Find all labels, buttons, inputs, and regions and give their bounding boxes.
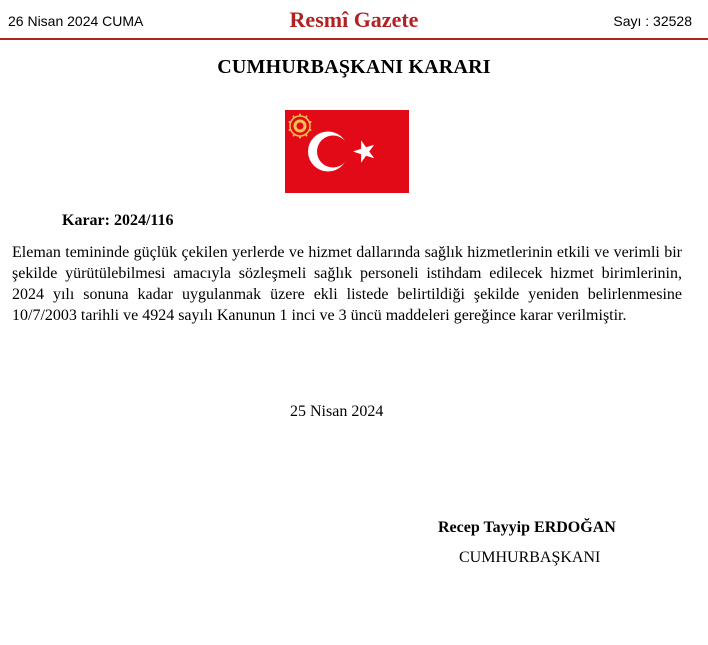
- decision-body: Eleman temininde güçlük çekilen yerlerde ve hizmet dallarında sağlık hizmetlerinin etkili ve verimli bir şekilde yürütülebilmesi amacıyla sözleşmeli sağlık personeli istihdam edilecek hizmet birimlerinin, 2024 yılı sonuna kadar uygulanmak üzere ekli listede belirtildiği şekilde yeniden belirlenmesine 10/7/2003 tarihli ve 4924 sayılı Kanunun 1 inci ve 3 üncü maddeleri gereğince karar verilmiştir.: [12, 244, 682, 324]
- signer-title: CUMHURBAŞKANI: [459, 549, 601, 566]
- document-type-heading: CUMHURBAŞKANI KARARI: [217, 56, 491, 78]
- signer-name: Recep Tayyip ERDOĞAN: [438, 519, 616, 536]
- issue-date: 26 Nisan 2024 CUMA: [8, 13, 144, 29]
- header-divider: [0, 38, 708, 40]
- gazette-title: Resmî Gazete: [289, 7, 419, 32]
- turkish-flag-icon: [285, 110, 409, 193]
- signature-date: 25 Nisan 2024: [290, 403, 384, 420]
- issue-number: Sayı : 32528: [613, 13, 692, 29]
- decision-number: Karar: 2024/116: [62, 212, 174, 229]
